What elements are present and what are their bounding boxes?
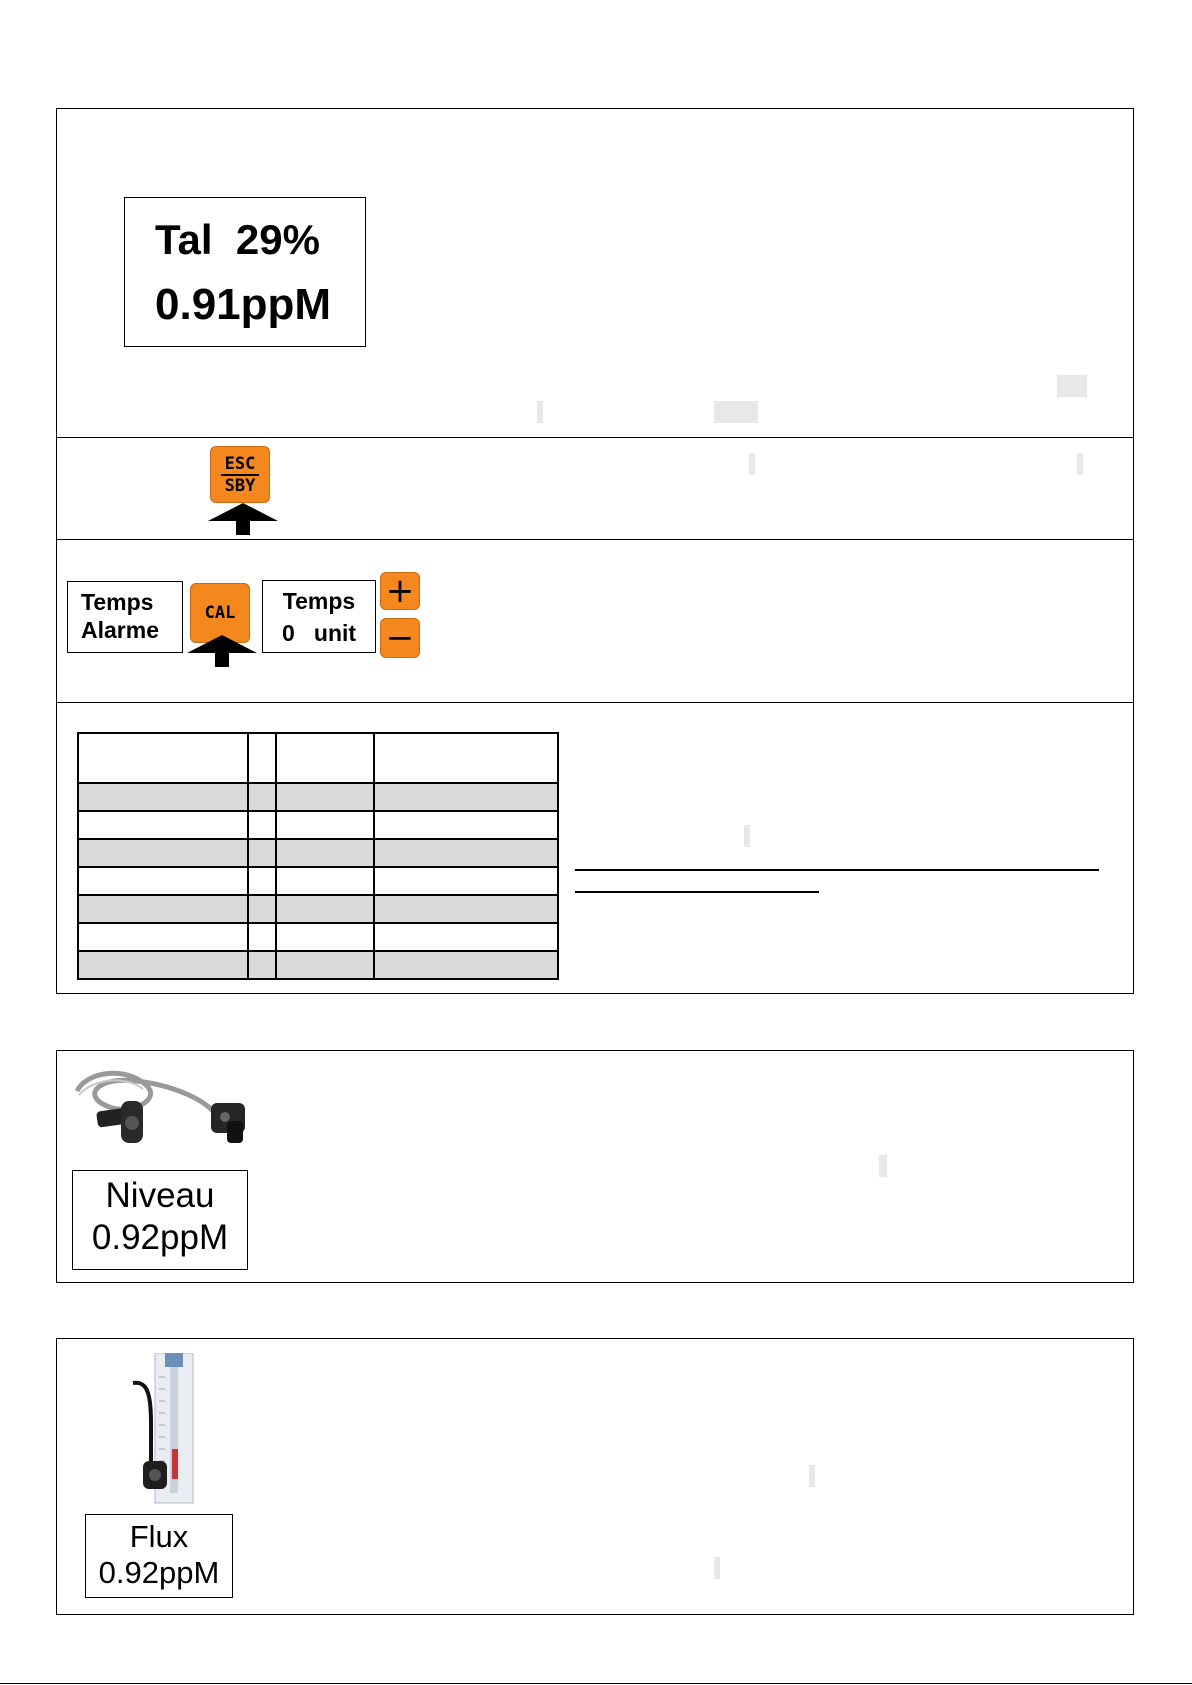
lcd-line-2: 0.92ppM [91, 1218, 229, 1257]
scan-speck [537, 401, 543, 423]
scan-speck [749, 453, 755, 475]
page-bottom-rule [0, 1683, 1192, 1684]
time-value: 0 unit [281, 620, 357, 646]
settings-table [77, 732, 559, 980]
table-row [78, 867, 558, 895]
table-row [78, 839, 558, 867]
table-cell [276, 733, 374, 783]
minus-icon: − [385, 618, 415, 658]
underline-rule [575, 891, 819, 893]
cal-key[interactable] [190, 583, 250, 643]
level-sensor-image [67, 1061, 267, 1161]
temps-label: Temps [81, 589, 154, 615]
lcd-line-1: Flux [129, 1519, 189, 1554]
table-row [78, 811, 558, 839]
scan-speck [1057, 375, 1087, 397]
esc-sby-key[interactable] [210, 446, 270, 503]
level-sensor-section [56, 1050, 1134, 1283]
scan-speck [714, 1557, 720, 1579]
scan-speck [714, 401, 758, 423]
panel-divider [57, 437, 1133, 438]
table-row [78, 783, 558, 811]
plus-icon: + [385, 571, 415, 611]
table-header-row [78, 733, 558, 783]
table-row [78, 951, 558, 979]
temps-label: Temps [282, 588, 356, 614]
settings-section [56, 108, 1134, 994]
temps-alarme-box [67, 581, 183, 653]
panel-divider [57, 539, 1133, 540]
lcd-line-2: 0.91ppM [155, 280, 332, 329]
scan-speck [744, 825, 750, 847]
alarme-label: Alarme [81, 617, 159, 643]
plus-button[interactable] [380, 572, 420, 610]
temps-unit-box [262, 580, 376, 653]
table-cell [248, 733, 276, 783]
lcd-line-2: 0.92ppM [98, 1555, 220, 1590]
arrow-up-icon [208, 503, 278, 535]
lcd-line-1: Niveau [105, 1176, 215, 1215]
sby-label: SBY [224, 475, 256, 496]
lcd-display-tal [124, 197, 366, 347]
flow-sensor-section [56, 1338, 1134, 1615]
table-cell [374, 733, 558, 783]
flow-meter-image [117, 1353, 207, 1513]
lcd-line-1: Tal 29% [155, 216, 320, 263]
panel-divider [57, 702, 1133, 703]
underline-rule [575, 869, 1099, 871]
arrow-up-icon [187, 635, 257, 667]
table-row [78, 895, 558, 923]
scan-speck [809, 1465, 815, 1487]
esc-label: ESC [224, 453, 256, 474]
scan-speck [1077, 453, 1083, 475]
table-row [78, 923, 558, 951]
scan-speck [879, 1155, 887, 1177]
table-cell [78, 733, 248, 783]
minus-button[interactable] [380, 618, 420, 658]
lcd-display-niveau [72, 1170, 248, 1270]
cal-label: CAL [204, 603, 236, 623]
lcd-display-flux [85, 1514, 233, 1598]
